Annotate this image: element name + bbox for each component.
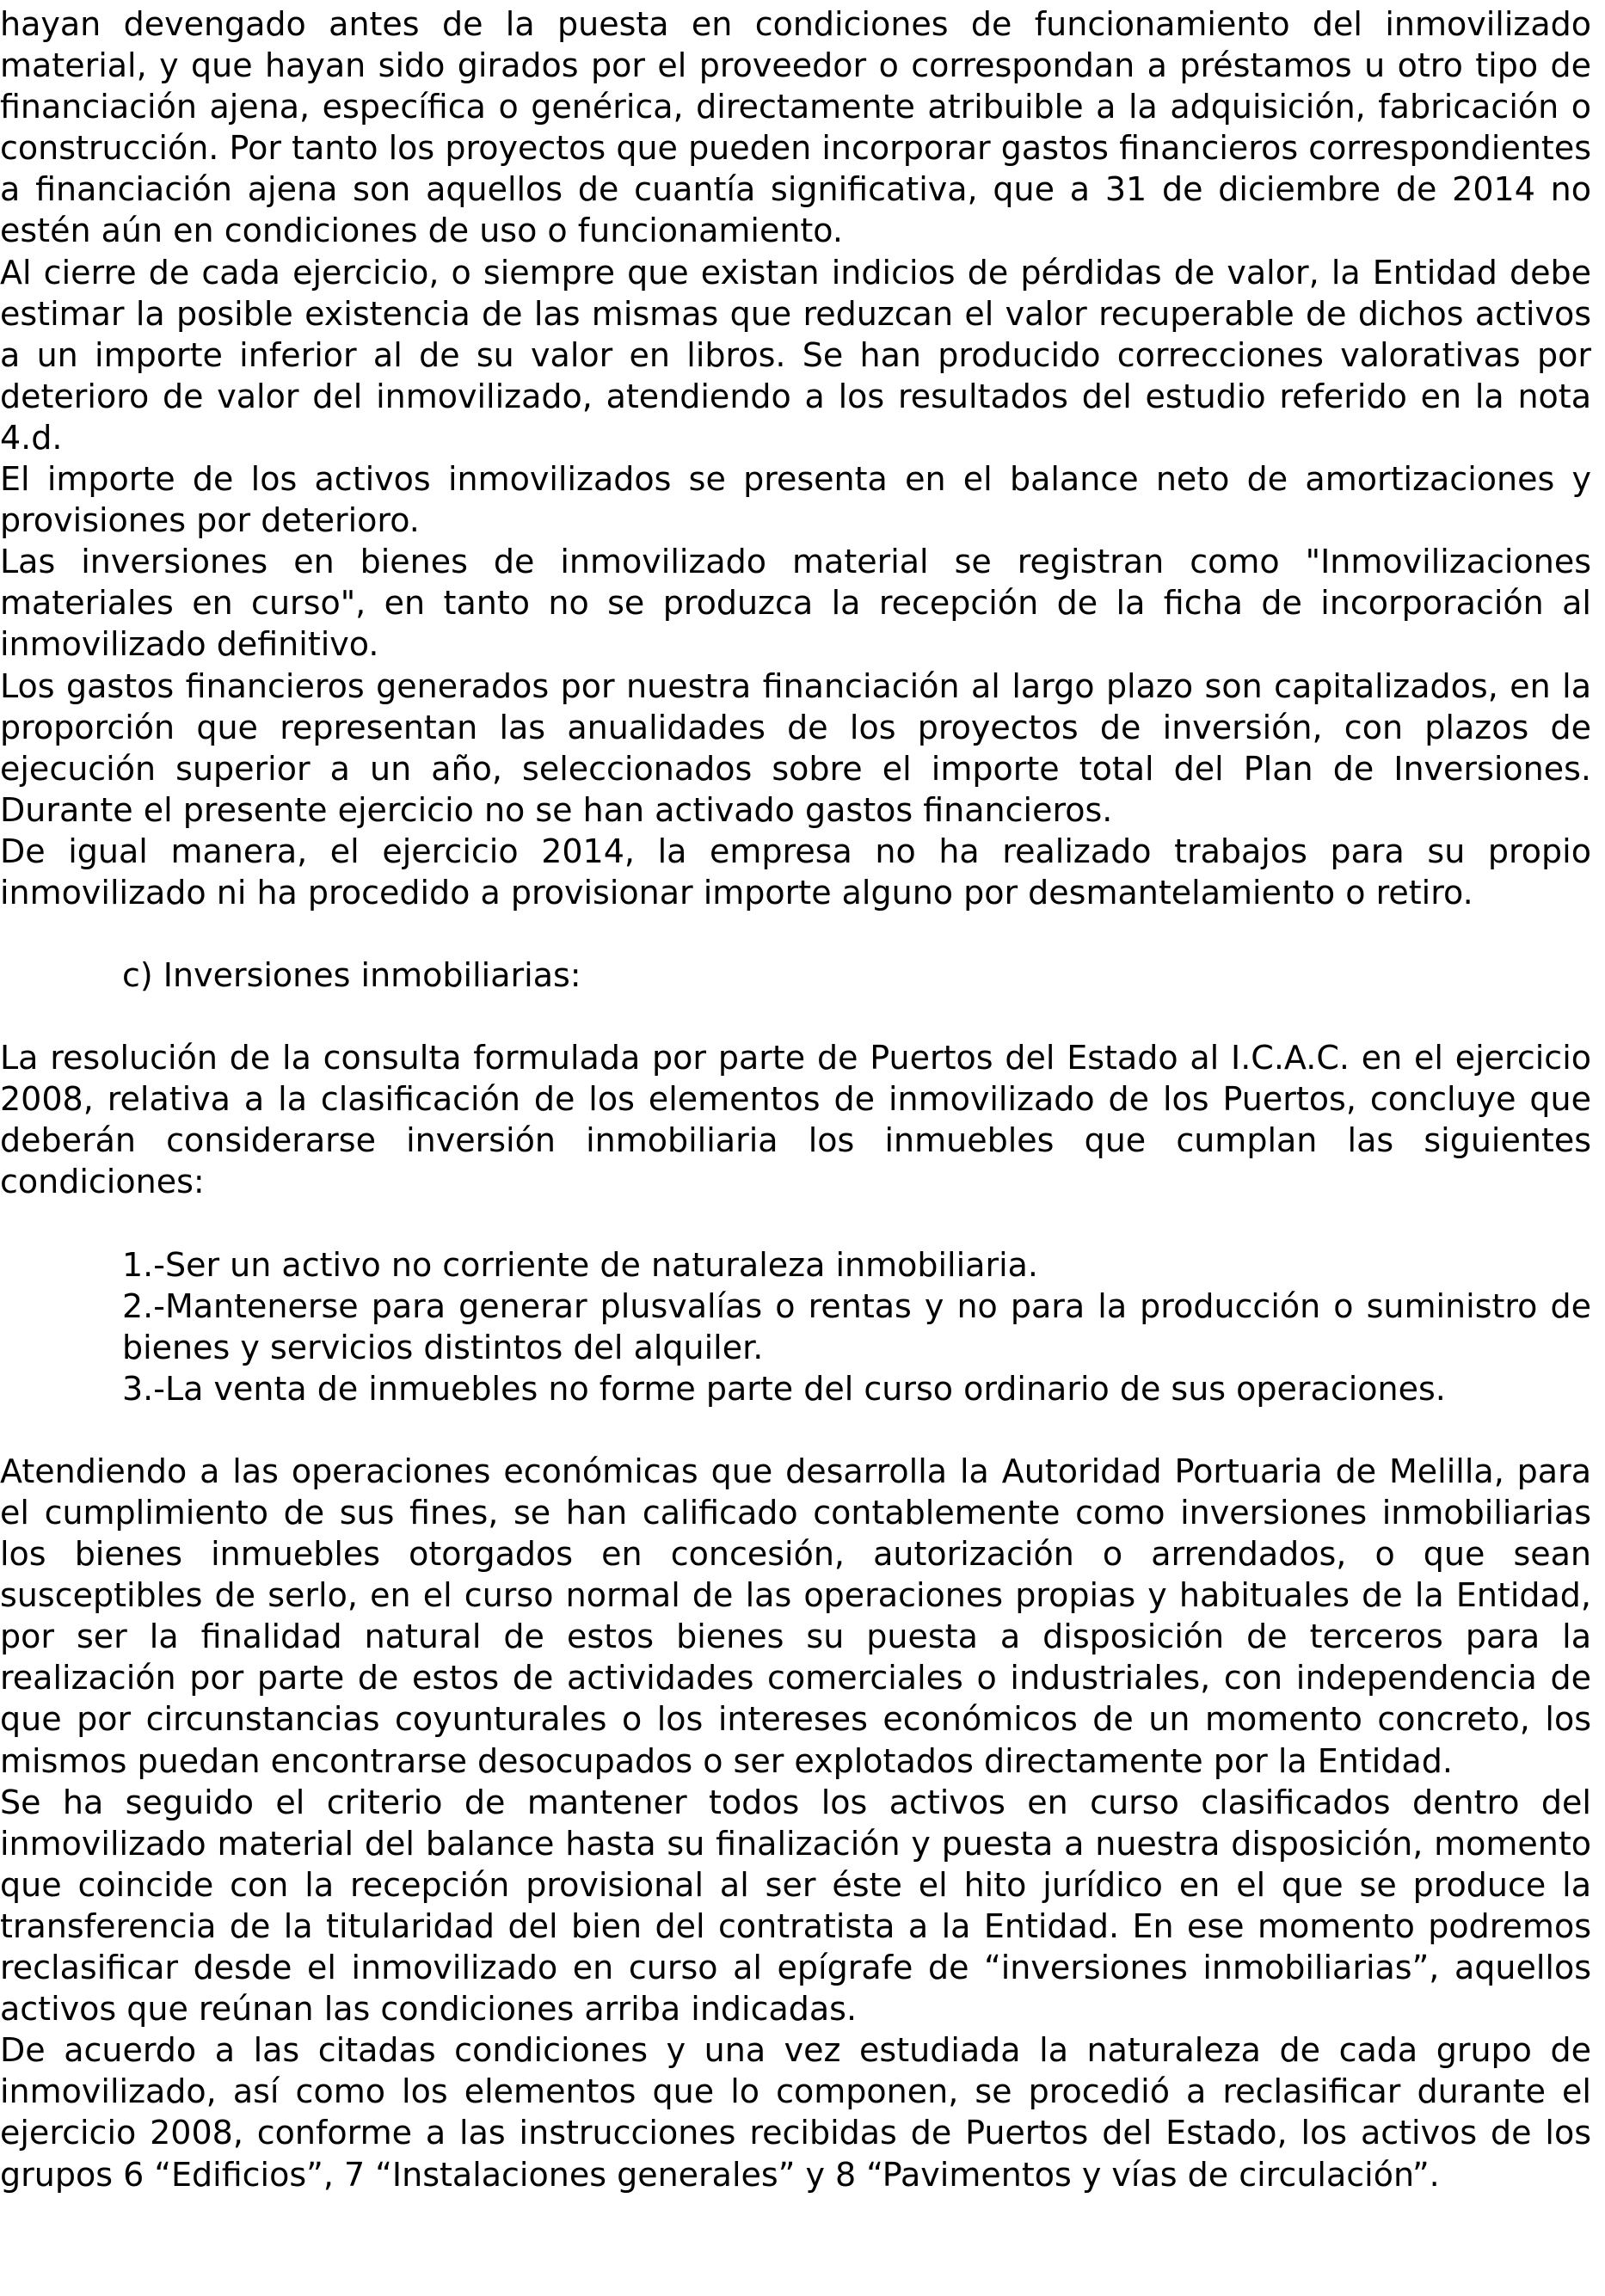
spacer: [0, 913, 1602, 955]
list-item: 3.-La venta de inmuebles no forme parte del curso ordinario de sus operaciones.: [122, 1369, 1446, 1408]
spacer: [0, 1203, 1602, 1244]
section-heading: c) Inversiones inmobiliarias:: [122, 956, 581, 995]
paragraph-assets-in-progress: Las inversiones en bienes de inmovilizado material se registran como "Inmovilizaciones materiales en curso", en tanto no se produzca la recepción de la ficha de incorporación al inmovilizado definitivo.: [0, 543, 1591, 664]
spacer: [0, 996, 1602, 1037]
paragraph-icac-resolution: La resolución de la consulta formulada por parte de Puertos del Estado al I.C.A.C. en el ejercicio 2008, relativa a la clasificación de los elementos de inmovilizado de los Puertos, concluye que deberán considerarse inversión inmobiliaria los inmuebles que cumplan las siguientes condiciones:: [0, 1039, 1591, 1201]
list-item: 1.-Ser un activo no corriente de naturaleza inmobiliaria.: [122, 1245, 1039, 1284]
paragraph-own-work: De igual manera, el ejercicio 2014, la empresa no ha realizado trabajos para su propio inmovilizado ni ha procedido a provisionar importe alguno por desmantelamiento o retiro.: [0, 832, 1591, 912]
list-item: 2.-Mantenerse para generar plusvalías o rentas y no para la producción o suministro de bienes y servicios distintos del alquiler.: [122, 1286, 1591, 1366]
spacer: [0, 1409, 1602, 1451]
paragraph-impairment: Al cierre de cada ejercicio, o siempre que existan indicios de pérdidas de valor, la Entidad debe estimar la posible existencia de las mismas que reduzcan el valor recuperable de dichos activos a un importe inferior al de su valor en libros. Se han producido correcciones valorativas por deterioro de valor del inmovilizado, atendiendo a los resultados del estudio referido en la nota 4.d.: [0, 253, 1591, 457]
paragraph-borrowing-costs: hayan devengado antes de la puesta en condiciones de funcionamiento del inmovilizado material, y que hayan sido girados por el proveedor o correspondan a préstamos u otro tipo de financiación ajena, específica o genérica, directamente atribuible a la adquisición, fabricación o construcción. Por tanto los proyectos que pueden incorporar gastos financieros correspondientes a financiación ajena son aquellos de cuantía significativa, que a 31 de diciembre de 2014 no estén aún en condiciones de uso o funcionamiento.: [0, 5, 1591, 250]
paragraph-reclassification-2008: De acuerdo a las citadas condiciones y una vez estudiada la naturaleza de cada grupo de inmovilizado, así como los elementos que lo componen, se procedió a reclasificar durante el ejercicio 2008, conforme a las instrucciones recibidas de Puertos del Estado, los activos de los grupos 6 “Edificios”, 7 “Instalaciones generales” y 8 “Pavimentos y vías de circulación”.: [0, 2031, 1591, 2194]
paragraph-capitalized-finance-costs: Los gastos financieros generados por nuestra financiación al largo plazo son capitalizados, en la proporción que representan las anualidades de los proyectos de inversión, con plazos de ejecución superior a un año, seleccionados sobre el importe total del Plan de Inversiones. Durante el presente ejercicio no se han activado gastos financieros.: [0, 666, 1591, 829]
conditions-list: [0, 1244, 1591, 1409]
paragraph-reclassification-criteria: Se ha seguido el criterio de mantener todos los activos en curso clasificados dentro del inmovilizado material del balance hasta su finalización y puesta a nuestra disposición, momento que coincide con la recepción provisional al ser éste el hito jurídico en el que se produce la transferencia de la titularidad del bien del contratista a la Entidad. En ese momento podremos reclasificar desde el inmovilizado en curso al epígrafe de “inversiones inmobiliarias”, aquellos activos que reúnan las condiciones arriba indicadas.: [0, 1783, 1591, 2029]
paragraph-classification: Atendiendo a las operaciones económicas que desarrolla la Autoridad Portuaria de Melilla, para el cumplimiento de sus fines, se han calificado contablemente como inversiones inmobiliarias los bienes inmuebles otorgados en concesión, autorización o arrendados, o que sean susceptibles de serlo, en el curso normal de las operaciones propias y habituales de la Entidad, por ser la finalidad natural de estos bienes su puesta a disposición de terceros para la realización por parte de estos de actividades comerciales o industriales, con independencia de que por circunstancias coyunturales o los intereses económicos de un momento concreto, los mismos puedan encontrarse desocupados o ser explotados directamente por la Entidad.: [0, 1452, 1591, 1780]
paragraph-net-presentation: El importe de los activos inmovilizados se presenta en el balance neto de amortizaciones y provisiones por deterioro.: [0, 460, 1591, 540]
